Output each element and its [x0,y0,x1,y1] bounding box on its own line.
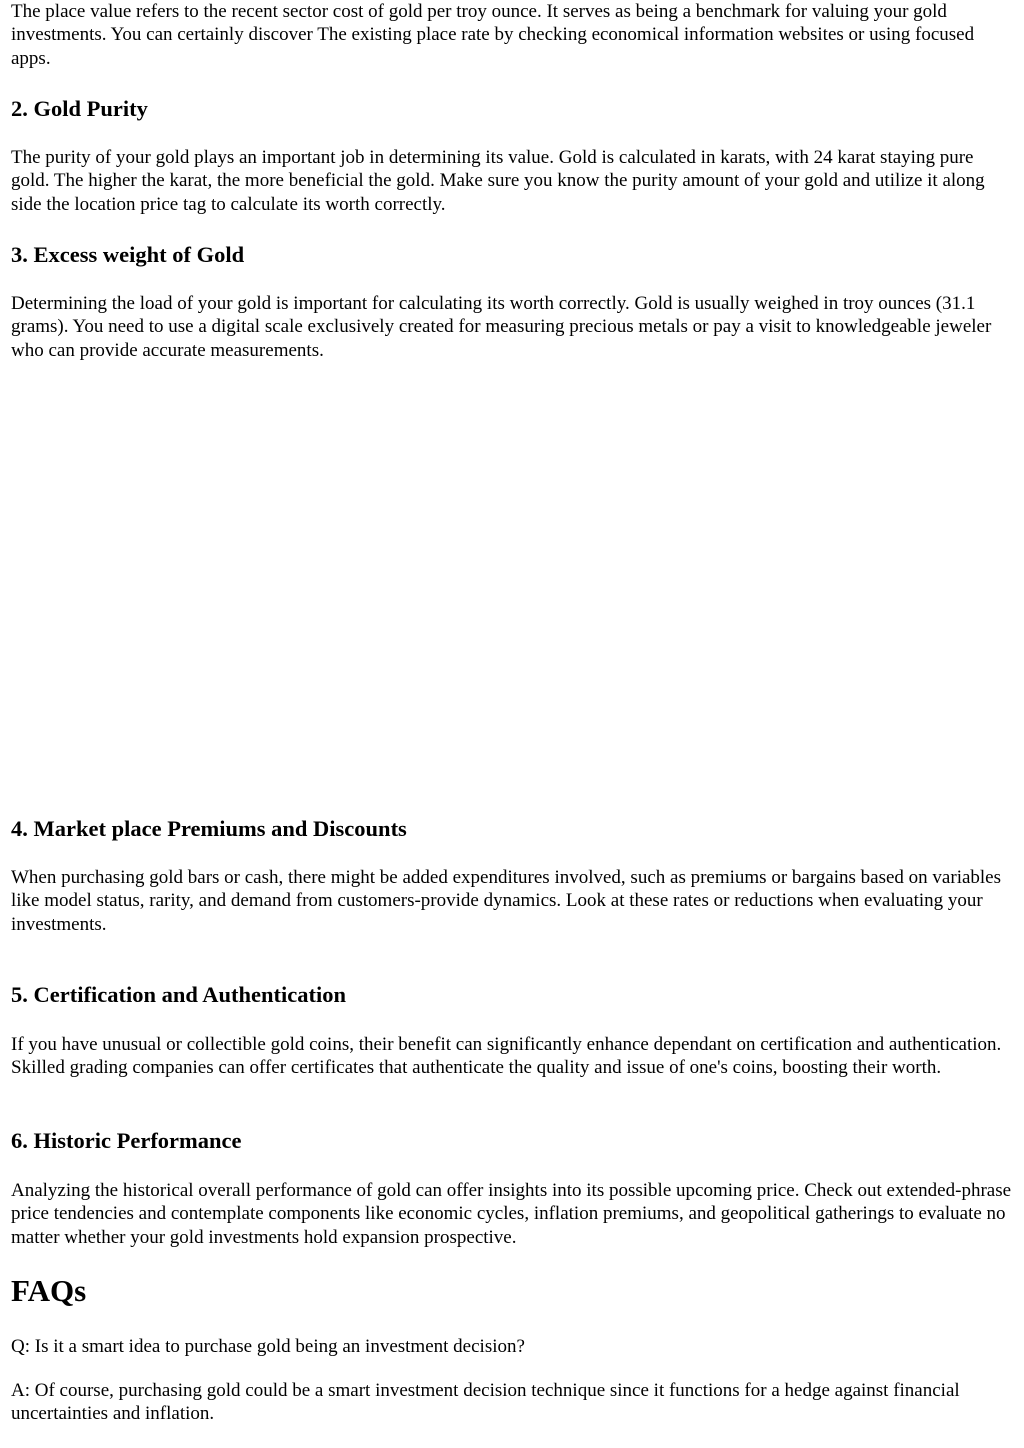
faq-answer: A: Of course, purchasing gold could be a smart investment decision technique since it functions for a hedge against financial uncertainties and inflation. [11,1380,960,1425]
section-body-weight: Determining the load of your gold is important for calculating its worth correctly. Gold is usually weighed in troy ounces (31.1 grams). You need to use a digital scale exclusively created for measuring precious metals or pay a visit to knowledgeable jeweler who can provide accurate measurements. [11,293,992,361]
section-body-historic: Analyzing the historical overall performance of gold can offer insights into its possible upcoming price. Check out extended-phrase price tendencies and contemplate components like economic cycles, inflation premiums, and geopolitical gatherings to evaluate no matter whether your gold investments hold expansion prospective. [11,1180,1012,1248]
intro-paragraph: The place value refers to the recent sector cost of gold per troy ounce. It serves as being a benchmark for valuing your gold investments. You can certainly discover The existing place rate by checking economical information websites or using focused apps. [11,1,975,69]
section-body-premiums: When purchasing gold bars or cash, there might be added expenditures involved, such as premiums or bargains based on variables like model status, rarity, and demand from customers-provide dynamics. Look at these rates or reductions when evaluating your investments. [11,867,1002,935]
section-body-gold-purity: The purity of your gold plays an important job in determining its value. Gold is calculated in karats, with 24 karat staying pure gold. The higher the karat, the more beneficial the gold. Make sure you know the purity amount of your gold and utilize it along side the location price tag to calculate its worth correctly. [11,147,985,215]
faq-question: Q: Is it a smart idea to purchase gold being an investment decision? [11,1336,525,1357]
faqs-heading: FAQs [11,1273,87,1308]
section-heading-weight: 3. Excess weight of Gold [11,242,245,267]
section-heading-historic: 6. Historic Performance [11,1128,242,1153]
section-heading-premiums: 4. Market place Premiums and Discounts [11,816,407,841]
blank-space [11,380,1013,800]
section-heading-gold-purity: 2. Gold Purity [11,96,148,121]
section-heading-certification: 5. Certification and Authentication [11,982,346,1007]
section-body-certification: If you have unusual or collectible gold coins, their benefit can significantly enhance dependant on certification and authentication. Skilled grading companies can offer certificates that authenticate the quality and issue of one's coins, boosting their worth. [11,1034,1002,1079]
